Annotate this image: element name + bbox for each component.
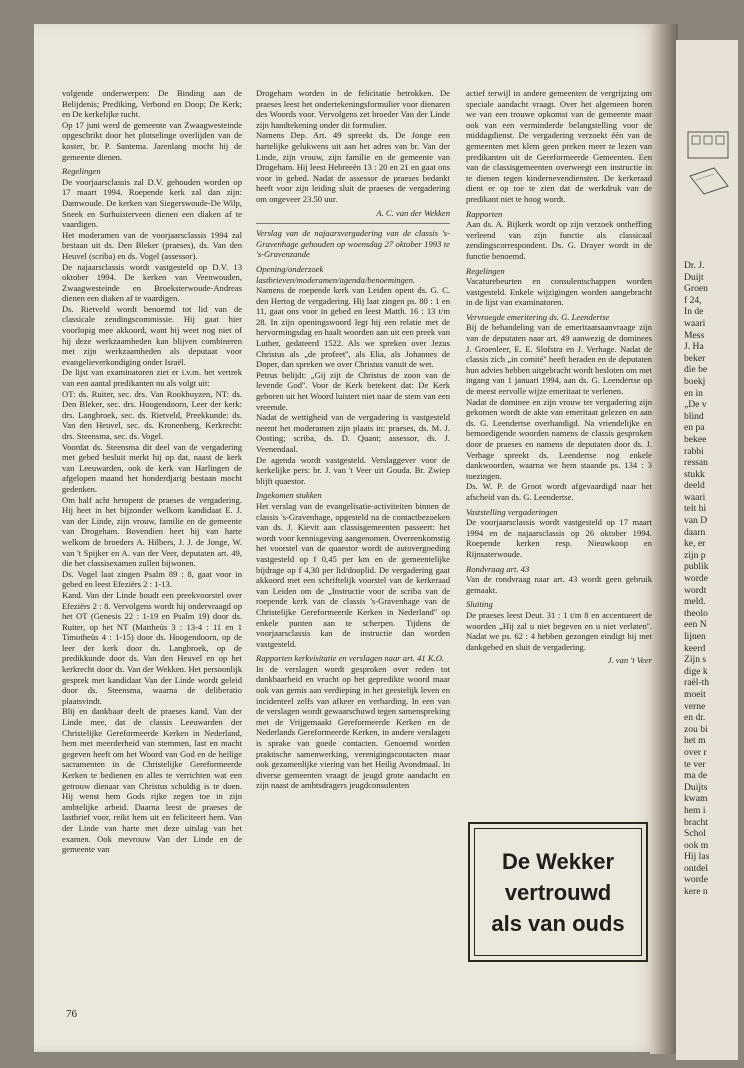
next-page-line: en in	[684, 387, 703, 399]
next-page-line: waari	[684, 317, 706, 329]
paragraph: OT: ds. Ruiter, sec. drs. Van Rookhuyzen, NT: ds. Den Bleker, sec. drs. Hoogendoorn, Leer der kerk: drs. Langbroek, sec. ds. Rietveld, Preekkunde: ds. Van den Heuvel, sec. ds. Kronenberg, Kerkrecht: drs. Steensma, sec. ds. Vogel.	[62, 388, 242, 441]
paragraph: De najaarsclassis wordt vastgesteld op D.V. 13 oktober 1994. De kerken van Veenwouden, Zwaagwesteinde en Broeksterwoude-Andreas dienen een diaken af te vaardigen.	[62, 261, 242, 304]
de-wekker-advert	[468, 822, 648, 962]
next-page-line: Zijn s	[684, 654, 707, 666]
next-page-line: en dr.	[684, 712, 706, 724]
section-heading: Verslag van de najaarsvergadering van de classis 's-Gravenhage gehouden op woensdag 27 oktober 1993 te 's-Gravenzande	[256, 228, 450, 260]
paragraph: Het verslag van de evangelisatie-activiteiten binnen de classis 's-Gravenhage, opgesteld na de contactbezoeken van ds. J. Kievit aan classisgemeenten passeert: het wordt voor kennisgeving aangenomen. Overeenkomstig het voorstel van de quaestor wordt de autovergoeding vastgesteld op f 0,45 per km en de gemeentelijke bijdrage op f 4,30 per lid/dooplid. De vergadering gaat akkoord met een schriftelijk voorstel van de kerkeraad van Leiden om de „Instructie voor de scriba van de roepende kerk van de classis 's-Gravenhage van de Christelijke Gereformeerde Kerken in Nederland'' op enkele punten aan te scherpen. Tijdens de voorjaarsclassis kan de instructie dan worden vastgesteld.	[256, 500, 450, 649]
next-page-line: zou bi	[684, 723, 708, 735]
next-page-line: Mess	[684, 329, 705, 341]
page-number: 76	[66, 1008, 77, 1020]
next-page-line: telt hi	[684, 503, 707, 515]
paragraph: volgende onderwerpen: De Binding aan de Belijdenis; Prediking, Verbond en Doop; De Kerk; en De kerkelijke tucht.	[62, 88, 242, 120]
next-page-line: verne	[684, 700, 706, 712]
section-divider	[256, 223, 450, 224]
paragraph: Kand. Van der Linde houdt een preekvoorstel over Efeziërs 2 : 8. Vervolgens wordt hij ondervraagd op het OT (Genesis 22 : 1-19 en Psalm 19) door ds. Ruiter, op het NT (Mattheüs 3 : 13-4 : 11 en 1 Timotheüs 4 : 1-15) door ds. Hoogendoorn, op de leer der kerk door ds. Langbroek, op de predikkunde door ds. Van den Heuvel en op het kerkrecht door ds. Van der Wekken. Het persoonlijk gesprek met kandidaat Van der Linde wordt geleid door ds. Steensma, waarna de deliberatio plaatsvindt.	[62, 589, 242, 706]
next-page-line: stukk	[684, 468, 705, 480]
paragraph: De voorjaarsclassis zal D.V. gehouden worden op 17 maart 1994. Roepende kerk zal dan zijn: Damwoude. De kerken van Siegerswoude-De Wilp, Sneek en Surhuisterveen dienen een diaken af te vaardigen.	[62, 176, 242, 230]
article-column-3	[466, 88, 652, 666]
next-page-line: ook m	[684, 839, 709, 851]
author-signature: A. C. van der Wekken	[376, 207, 450, 218]
next-page-line: ontdel	[684, 862, 708, 874]
next-page-line: theolo	[684, 607, 708, 619]
next-page-line: moeit	[684, 688, 706, 700]
paragraph: Blij en dankbaar deelt de praeses kand. Van der Linde mee, dat de classis Leeuwarden der Christelijke Gereformeerde Kerken in Nederland, hem met meerderheid van stemmen, last en macht gegeven heeft om het Woord van God en de heilige sacramenten in de Christelijke Gereformeerde Kerken te bedienen en alles te verrichten wat een getrouw dienaar van Christus schuldig is te doen. Hij wenst hem Gods rijke zegen toe in zijn ambtelijke arbeid. Daarna leest de praeses de lastbrief voor, reikt hem uit en feliciteert hem. Van der Linde van harte met deze uitslag van het examen. Ook mevrouw Van der Linde en de gemeente van	[62, 706, 242, 855]
next-page-line: ressan	[684, 457, 708, 469]
next-page-line: boekj	[684, 375, 706, 387]
section-heading: Sluiting	[466, 599, 493, 610]
next-page-line: worde	[684, 874, 708, 886]
next-page-line: „De v	[684, 399, 707, 411]
next-page-line: Groen	[684, 283, 708, 295]
next-page-line: beker	[684, 352, 706, 364]
next-page-line: J. Ha	[684, 341, 704, 353]
next-page-line: kere n	[684, 886, 708, 898]
paragraph: Het moderamen van de voorjaarsclassis 1994 zal bestaan uit ds. Den Bleker (praeses), ds. Van den Heuvel (scriba) en ds. Vogel (assessor).	[62, 229, 242, 261]
paragraph: De praeses leest Deut. 31 : 1 t/m 8 en accentueert de woorden „Hij zal u niet begeven en u niet verlaten''. Nadat we ps. 62 : 4 hebben gezongen eindigt hij met dankgebed en sluit de vergadering.	[466, 609, 652, 652]
next-page-line: kwam	[684, 793, 708, 805]
paragraph: Drogeham worden in de felicitatie betrokken. De praeses leest het ondertekeningsformulier voor dienaren des Woords voor. Vervolgens zet broeder Van der Linde zijn handtekening onder dit formulier.	[256, 88, 450, 130]
advert-line-2: vertrouwd	[504, 879, 612, 905]
next-page-line: deeld	[684, 480, 705, 492]
paragraph: Bij de behandeling van de emeritaatsaanvraage zijn van de deputaten naar art. 49 aanwezig de dominees J. Groenleer, E. E. Slofstra en J. Verhage. Nadat de classis zich „in comité'' heeft beraden en de deputaten hun advies hebben uitgebracht wordt besloten om met ingang van 1 januari 1994, aan ds. G. Leendertse op de meest eervolle wijze emeritaat te verlenen.	[466, 322, 652, 397]
paragraph: Ds. W. P. de Groot wordt afgevaardigd naar het afscheid van ds. G. Leendertse.	[466, 481, 652, 502]
paragraph: In de verslagen wordt gesproken over reden tot dankbaarheid en vrucht op het gepredikte woord maar ook van gemis aan verdieping in het geestelijk leven en incidenteel zelfs van afkeer en verharding. In een van de verslagen wordt gewaarschuwd tegen samenspreking met de Vrijgemaakt Gereformeerde Kerken en de Nederlands Gereformeerde Kerken, in andere verslagen is sprake van goede contacten. Genoemd worden praktische samenwerking, verenigingscontacten maar ook gezamenlijke viering van het Heilig Avondmaal. In diverse gemeenten vraagt de jeugd grote aandacht en zijn naast de ambtsdragers jeugdconsulenten	[256, 663, 450, 791]
next-page-line: meld.	[684, 596, 706, 608]
paragraph: Voordat ds. Steensma dit deel van de vergadering met gebed besluit merkt hij op dat, naast de kerk van Leeuwarden, ook de kerk van Harlingen de afgelopen maand het honderdjarig bestaan mocht gedenken.	[62, 441, 242, 494]
next-page-line: daarn	[684, 526, 706, 538]
section-heading: Regelingen	[62, 166, 101, 177]
paragraph: Aan ds. A. Bijkerk wordt op zijn verzoek ontheffing verleend van zijn functie als classicaal zendingscorrespondent. Ds. G. Drayer wordt in de functie benoemd.	[466, 219, 652, 261]
next-page-edge	[676, 40, 738, 1060]
paragraph: Om half acht heropent de praeses de vergadering. Hij heet in het bijzonder welkom kandidaat E. J. van der Linde, zijn vrouw, familie en de gemeente van Drogeham. Bovendien heet hij van harte welkom de broeders A. Hilbers, J. J. de Jonge, W. van 't Spijker en A. van der Veer, deputaten art. 49, die het classisexamen zullen bijwonen.	[62, 494, 242, 569]
section-heading: Rapporten kerkvisitatie en verslagen naar art. 41 K.O.	[256, 653, 445, 664]
paragraph: Namens Dep. Art. 49 spreekt ds. De Jonge een hartelijke gelukwens uit aan het adres van br. Van der Linde, zijn vrouw, zijn familie en de gemeente van Drogeham. Hij leest Hebreeën 13 : 20 en 21 en gaat ons voor in gebed. Nadat de assessor de praeses bedankt heeft voor zijn leiding sluit de praeses de vergadering om ongeveer 23.50 uur.	[256, 130, 450, 204]
next-page-line: Dr. J.	[684, 260, 705, 271]
next-page-line: dige k	[684, 665, 708, 677]
next-page-line: wordt	[684, 584, 707, 596]
paragraph: Ds. Rietveld wordt benoemd tot lid van de classicale zendingscommissie. Hij gaat hier voorlopig mee akkoord, want hij weet nog niet of hij deze werkzaamheden kan blijven combineren met zijn werkzaamheden als deputaat voor evangelieverkondiging onder Israël.	[62, 303, 242, 367]
next-page-line: keerd	[684, 642, 706, 654]
paragraph: Nadat de wettigheid van de vergadering is vastgesteld neemt het moderamen zijn plaats in: praeses, ds. M. J. Oosting; scriba, ds. D. Quant; assessor, ds. J. Veenendaal.	[256, 412, 450, 454]
next-page-line: van D	[684, 515, 708, 527]
paragraph: actief terwijl in andere gemeenten de vergrijzing om speciale aandacht vraagt. Over het algemeen horen we van een trouwe opkomst van de gemeente maar ook van een verminderde belangstelling voor de middagdienst. De vergadering verzoekt één van de gemeenten met klem geen preken meer te lezen van predikanten uit de Gereformeerde Gemeenten. Een van de classisgemeenten overweegt een instructie in te dienen tegen kindernevendiensten. De kerkeraad dient er op toe te zien dat de werkdruk van de predikant niet te hoog wordt.	[466, 88, 652, 204]
next-page-line: te ver	[684, 758, 706, 770]
next-page-line: bracht	[684, 816, 708, 828]
advert-inner-frame	[474, 828, 642, 956]
next-page-line: rabbi	[684, 445, 704, 457]
paragraph: Van de rondvraag naar art. 43 wordt geen gebruik gemaakt.	[466, 574, 652, 595]
next-page-text-fragments	[684, 260, 744, 898]
section-heading: Vaststelling vergaderingen	[466, 506, 558, 517]
article-column-2	[256, 88, 450, 968]
next-page-line: waari	[684, 491, 706, 503]
author-signature: J. van 't Veer	[607, 655, 652, 666]
advert-line-1: De Wekker	[501, 848, 615, 874]
next-page-line: het m	[684, 735, 706, 747]
next-page-line: hem i	[684, 804, 706, 816]
next-page-line: Schol	[684, 828, 706, 840]
paragraph: De lijst van examinatoren ziet er i.v.m. het vertrek van een aantal predikanten nu als volgt uit:	[62, 367, 242, 389]
paragraph: Vacaturebeurten en consulentschappen worden vastgesteld. Enkele wijzigingen worden aangebracht in de lijst van examinatoren.	[466, 276, 652, 308]
paragraph: Namens de roepende kerk van Leiden opent ds. G. C. den Hertog de vergadering. Hij laat zingen ps. 80 : 1 en 11, gaat ons voor in gebed en leest Matth. 16 : 13 t/m 28. In zijn openingswoord legt hij een relatie met de hervormingsdag en haalt woorden aan uit een preek van Luther, gedateerd 1522. Als we spreken over Jezus Christus als „de profeet'', als Elia, als Johannes de Doper, dan spreken we over Christus vanuit de wet.	[256, 285, 450, 370]
next-page-line: worde	[684, 573, 708, 585]
next-page-line: raël-th	[684, 677, 710, 689]
paragraph: Ds. Vogel laat zingen Psalm 89 : 8, gaat voor in gebed en leest Efeziërs 2 : 1-13.	[62, 568, 242, 590]
paragraph: Petrus belijdt: „Gij zijt de Christus de zoon van de levende God''. Voor de Kerk betekent dat: De Kerk geboren uit het Woord luistert niet naar de stem van een vreemde.	[256, 369, 450, 412]
next-page-illustration-icon	[684, 128, 738, 238]
next-page-line: ma de	[684, 770, 708, 782]
next-page-line: Hij las	[684, 851, 710, 863]
next-page-line: publik	[684, 561, 709, 573]
paragraph: Nadat de dominee en zijn vrouw ter vergadering zijn gekomen wordt de akte van emeritaat gelezen en aan ds. G. Leendertse overhandigd. Na vriendelijke en bemoedigende woorden namens de classis gesproken door de praeses en namens de deputaten door ds. J. Verhage spreekt ds. Leendertse nog enkele dankwoorden, waarna we hem staande ps. 134 : 3 toezingen.	[466, 396, 652, 481]
article-column-1	[62, 88, 242, 938]
next-page-line: een N	[684, 619, 707, 631]
section-heading: Ingekomen stukken	[256, 490, 322, 501]
section-heading: Opening/onderzoek lastbrieven/moderamen/agenda/benoemingen.	[256, 263, 416, 285]
paragraph: De agenda wordt vastgesteld. Verslaggever voor de kerkelijke pers: br. J. van 't Veer uit Gouda. Br. Zwiep blijft quaestor.	[256, 454, 450, 486]
paragraph: Op 17 juni werd de gemeente van Zwaagwesteinde opgeschrikt door het plotselinge overlijden van de koster, br. P. Santema. Jarenlang mocht hij de gemeente dienen.	[62, 119, 242, 162]
next-page-line: en pa	[684, 422, 705, 434]
next-page-line: ke, er	[684, 538, 706, 550]
next-page-line: In de	[684, 306, 704, 318]
next-page-line: lijnen	[684, 631, 706, 642]
next-page-line: die be	[684, 364, 708, 376]
paragraph: De voorjaarsclassis wordt vastgesteld op 17 maart 1994 en de najaarsclassis op 26 oktober 1994. Roepende kerken resp. Nieuwkoop en Rijnsaterwoude.	[466, 517, 652, 559]
section-heading: Rondvraag art. 43	[466, 563, 530, 574]
next-page-line: over r	[684, 746, 707, 758]
next-page-line: f 24,	[684, 294, 702, 306]
next-page-line: blind	[684, 410, 704, 422]
next-page-line: Duijts	[684, 781, 708, 793]
advert-line-3: als van ouds	[491, 910, 625, 936]
section-heading: Vervroegde emeritering ds. G. Leendertse	[466, 311, 610, 322]
next-page-line: bekee	[684, 433, 707, 445]
book-spine	[650, 24, 678, 1054]
next-page-line: zijn p	[684, 549, 706, 561]
section-heading: Regelingen	[466, 265, 505, 276]
section-heading: Rapporten	[466, 208, 503, 219]
next-page-line: Duijt	[684, 271, 704, 283]
